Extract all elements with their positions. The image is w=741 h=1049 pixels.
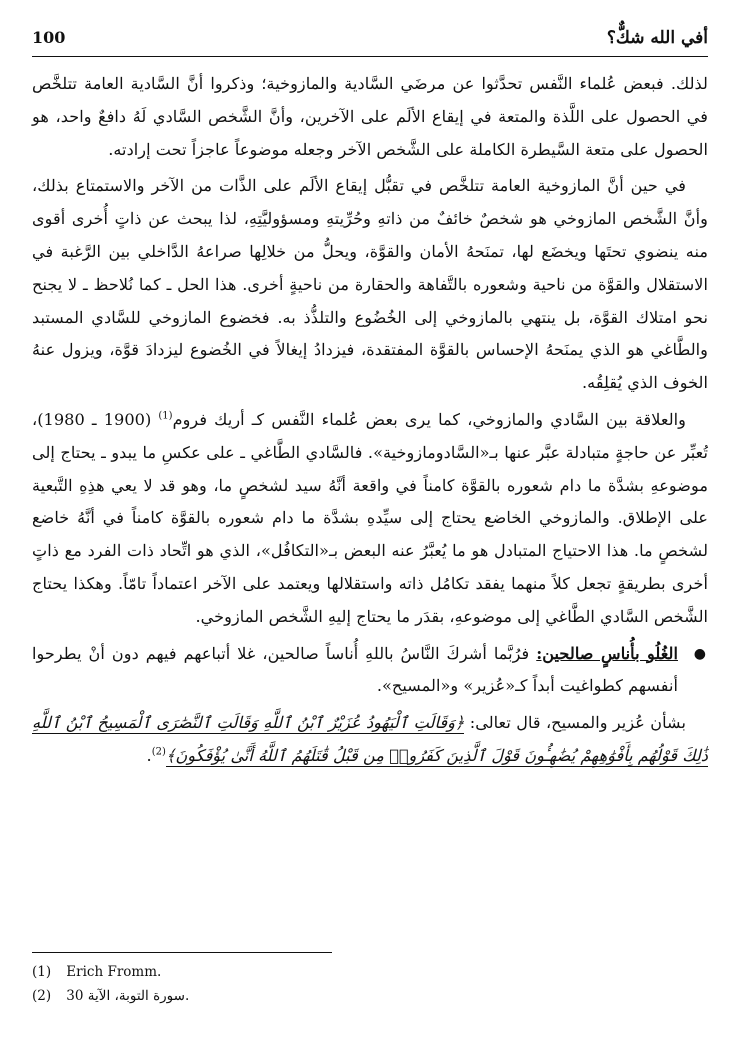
paragraph-3-rest: (1900 ـ 1980)، تُعبِّر عن حاجةٍ متبادلة عبَّر عنها بـ«السَّادومازوخية». فالسَّادي الطَّاغي ـ على عكسِ ما يبدو ـ يحتاج إلى موضوعهِ بشدَّة ما دام شعوره بالقوَّة كامناً في واقعة أنَّهُ سيد لشخصٍ ما، وهو قد لا يعي هذِهِ التَّبعية على الإطلاق. والمازوخي الخاضع يحتاج إلى سيِّدهِ بشدَّة ما دام شعوره بالقوَّة كامناً في أنَّهُ خاضع لشخصٍ ما. هذا الاحتياج المتبادل هو ما يُعبَّرُ عنه البعض بـ«التكافُل»، الذي هو اتِّحاد ذات الفرد مع ذاتٍ أخرى بطريقةٍ تجعل كلاً منهما يفقد تكامُل ذاته واستقلالها ويعتمد على الآخر اعتماداً تامّاً. وهكذا يحتاج الشَّخص السَّادي الطَّاغي إلى موضوعهِ، بقدَر ما يحتاج إليهِ الشَّخص المازوخي. bbox=[32, 409, 708, 626]
quran-end: . bbox=[146, 745, 152, 765]
bullet-marker: ● bbox=[693, 645, 706, 662]
footnote-2-number: (2) bbox=[32, 988, 52, 1004]
bullet-heading: الغُلُو بأُناسٍ صالحين: bbox=[536, 643, 678, 663]
running-title: أفي الله شكٌّ؟ bbox=[606, 28, 708, 48]
page-header bbox=[32, 22, 708, 57]
bullet-item bbox=[32, 638, 708, 704]
footnote-2 bbox=[32, 984, 708, 1008]
quran-verse: ﴿وَقَالَتِ ٱلْيَهُودُ عُزَيْرٌ ٱبْنُ ٱللَّهِ وَقَالَتِ ٱلنَّصَٰرَى ٱلْمَسِيحُ ٱبْنُ ٱللَّهِ ذَٰلِكَ قَوْلُهُم بِأَفْوَٰهِهِمْ يُضَٰهِـُٔونَ قَوْلَ ٱلَّذِينَ كَفَرُوا۟ مِن قَبْلُ قَٰتَلَهُمُ ٱللَّهُ أَنَّىٰ يُؤْفَكُونَ﴾ bbox=[32, 713, 708, 765]
page-body bbox=[32, 68, 708, 777]
paragraph-3-start: والعلاقة بين السَّادي والمازوخي، كما يرى بعض عُلماء النَّفس كـ أريك فروم bbox=[172, 409, 686, 429]
quran-paragraph bbox=[32, 707, 708, 773]
book-page bbox=[32, 22, 708, 1032]
footnote-1 bbox=[32, 960, 708, 984]
bullet-text: فرُبَّما أشركَ النَّاسُ باللهِ أُناساً صالحين، غلا أتباعهم فيهم دون أنْ يطرحوا أنفسهم كطواغيت أبداً كـ«عُزير» و«المسيح». bbox=[32, 643, 678, 696]
footnote-1-number: (1) bbox=[32, 964, 52, 980]
paragraph-2: في حين أنَّ المازوخية العامة تتلخَّص في تقبُّل إيقاع الألَم على الذَّات من الآخر والاستمتاع بذلك، وأنَّ الشَّخص المازوخي هو شخصٌ خائفٌ من ذاتهِ وحُرِّيتهِ ومسؤوليَّتِهِ، لذا يبحث عن ذاتٍ أُخرى أقوى منه ينضوي تحتَها ويخضَع لها، تمنَحهُ الأمان والقوَّة، ويحلُّ من خلالِها صراعهُ الدَّاخلي بين الرَّغبة في الاستقلال والقوَّة من ناحية وشعوره بالتَّفاهة والحقارة من ناحيةٍ أخرى. هذا الحل ـ كما نُلاحظ ـ لا يجنح نحو امتلاك القوَّة، بل ينتهي بالمازوخي إلى الخُضُوع والتلذُّذ به. فخضوع المازوخي للسَّادي المستبد والطَّاغي هو الذي يمنَحهُ الإحساس بالقوَّة المفتقدة، فيزدادُ إيغالاً في الخُضوع ليزدادَ قوَّة، ويزول عنهُ الخوف الذي يُقلِقُه. bbox=[32, 176, 708, 393]
paragraph-1: لذلك. فبعض عُلماء النَّفس تحدَّثوا عن مرضَي السَّادية والمازوخية؛ وذكروا أنَّ السَّادية العامة تتلخَّص في الحصول على اللَّذة والمتعة في إيقاع الألَم على الآخرين، وأنَّ الشَّخص السَّادي لَهُ دافعٌ واحد، هو الحصول على متعة السَّيطرة الكاملة على الشَّخص الآخر وجعله موضوعاً عاجزاً تحت إرادته. bbox=[32, 74, 708, 159]
quran-intro: بشأن عُزير والمسيح، قال تعالى: bbox=[464, 713, 686, 733]
footnote-2-text: سورة التوبة، الآية 30. bbox=[66, 988, 190, 1004]
footnote-1-text: Erich Fromm. bbox=[66, 964, 162, 980]
footnotes bbox=[32, 960, 708, 1008]
footnote-ref-2[interactable]: (2) bbox=[151, 746, 166, 758]
paragraph-3 bbox=[32, 404, 708, 634]
page-number: 100 bbox=[32, 28, 66, 47]
footnote-ref-1[interactable]: (1) bbox=[158, 410, 173, 422]
footnote-divider bbox=[32, 952, 332, 953]
